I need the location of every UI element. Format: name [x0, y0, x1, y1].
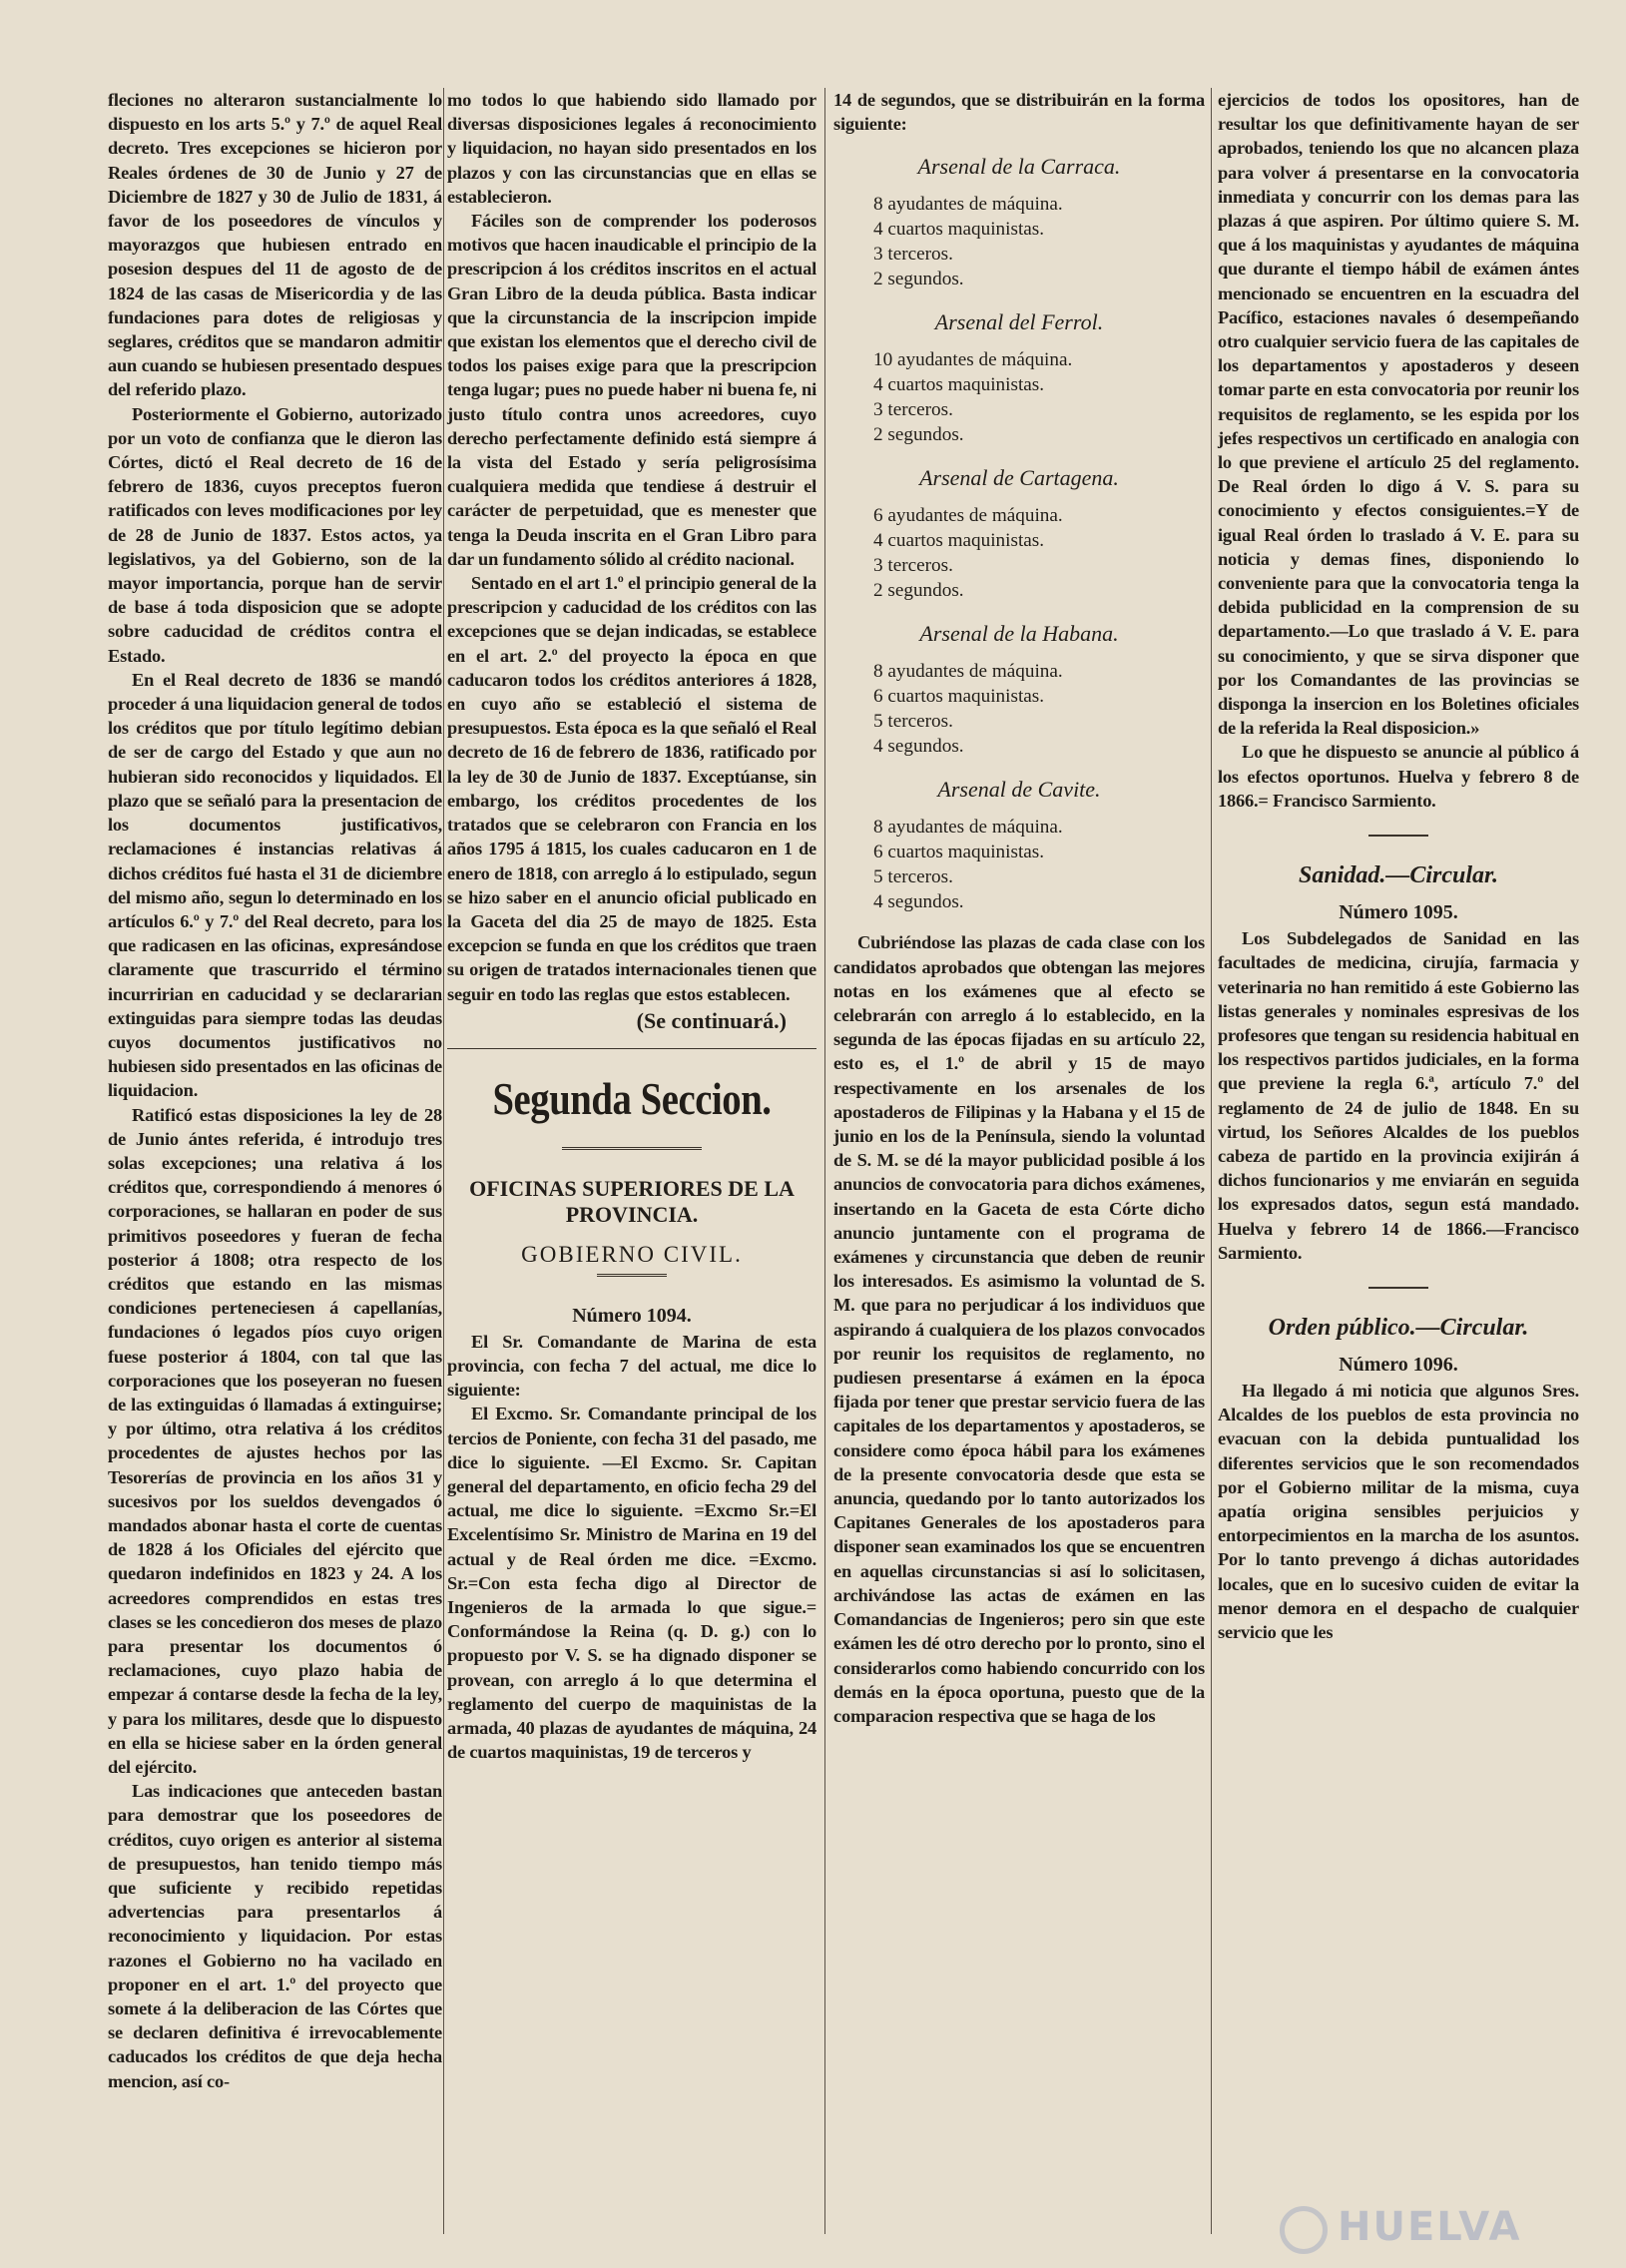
list-item: 3 terceros.: [873, 244, 953, 266]
gov-heading: GOBIERNO CIVIL.: [521, 1241, 743, 1267]
arsenal-list: [873, 815, 1205, 914]
list-item: 4 cuartos maquinistas.: [873, 374, 1045, 396]
paragraph: Lo que he dispuesto se anuncie al público á los efectos oportunos. Huelva y febrero 8 de 1866.= Francisco Sarmiento.: [1218, 742, 1579, 811]
arsenal-list: [873, 347, 1205, 447]
list-item: 4 cuartos maquinistas.: [873, 530, 1045, 552]
list-item: 6 cuartos maquinistas.: [873, 686, 1045, 708]
ornament-rule: [562, 1147, 702, 1150]
column-2: [447, 88, 816, 1764]
paragraph: Fáciles son de comprender los poderosos motivos que hacen inaudicable el principio de la prescripcion á los créditos inscritos en el actual Gran Libro de la deuda pública. Basta indicar que la circunstancia de la inscripcion impide que existan los elementos que el derecho civil de todos los paises exige para que la prescripcion tenga lugar; pues no puede haber ni buena fe, ni justo título contra unos acreedores, cuyo derecho perfectamente definido está siempre á la vista del Estado y sería peligrosísima cualquiera medida que tendiese á destruir el carácter de perpetuidad, que es menester que tenga la Deuda inscrita en el Gran Libro para dar un fundamento sólido al crédito nacional.: [447, 211, 816, 569]
section-rule: [447, 1048, 816, 1049]
paragraph: El Excmo. Sr. Comandante principal de los tercios de Poniente, con fecha 31 del pasado, me dice lo siguiente. —El Excmo. Sr. Capitan general del departamento, en oficio fecha 29 del actual, me dice lo siguiente. =Excmo Sr.=El Excelentísimo Sr. Ministro de Marina en 19 del actual y de Real órden me dice. =Excmo. Sr.=Con esta fecha digo al Director de Ingenieros de la armada lo que sigue.= Conformándose la Reina (q. D. g.) con lo propuesto por V. S. se ha dignado disponer se provean, con arreglo á lo que determina el reglamento del cuerpo de maquinistas de la armada, 40 plazas de ayudantes de máquina, 24 de cuartos maquinistas, 19 de terceros y: [447, 1404, 816, 1763]
paragraph: mo todos lo que habiendo sido llamado por diversas disposiciones legales á reconocimiento y liquidacion, no hayan sido presentados en los plazos y con las circunstancias que en ellas se establecieron.: [447, 90, 816, 207]
ornament-rule: [597, 1274, 667, 1277]
list-item: 6 cuartos maquinistas.: [873, 842, 1045, 863]
list-item: 2 segundos.: [873, 424, 964, 446]
list-item: 2 segundos.: [873, 269, 964, 290]
paragraph: Las indicaciones que anteceden bastan para demostrar que los poseedores de créditos, cuyo origen es anterior al sistema de presupuestos, han tenido tiempo más que suficiente y recibido repetidas advertencias para presentarlos á reconocimiento y liquidacion. Por estas razones el Gobierno no ha vacilado en proponer en el art. 1.º del proyecto que somete á la deliberacion de las Córtes que se declaren definitiva é irrevocablemente caducados los créditos de que deja hecha mencion, así co-: [108, 1781, 442, 2091]
paragraph: El Sr. Comandante de Marina de esta provincia, con fecha 7 del actual, me dice lo siguiente:: [447, 1331, 816, 1401]
column-divider: [443, 88, 444, 2234]
arsenal-list: [873, 192, 1205, 291]
list-item: 8 ayudantes de máquina.: [873, 194, 1063, 216]
column-divider: [1211, 88, 1212, 2234]
list-item: 8 ayudantes de máquina.: [873, 817, 1063, 839]
list-item: 10 ayudantes de máquina.: [873, 349, 1073, 371]
column-3: [833, 88, 1205, 1728]
paragraph: En el Real decreto de 1836 se mandó proceder á una liquidacion general de todos los créditos que por título legítimo debian de ser de cargo del Estado y que aun no hubieran sido reconocidos y liquidados. El plazo que se señaló para la presentacion de los documentos justificativos, reclamaciones é instancias relativas á dichos créditos fué hasta el 31 de diciembre del mismo año, segun lo determinado en los artículos 6.º y 7.º del Real decreto, para los que radicasen en las oficinas, expresándose claramente que trascurrido el término incurririan en caducidad y se declararian extinguidas para siempre todas las deudas cuyos documentos justificativos no hubiesen sido presentados en las oficinas de liquidacion.: [108, 669, 442, 1101]
column-4: [1218, 88, 1579, 1644]
list-item: 4 cuartos maquinistas.: [873, 219, 1045, 241]
arsenal-heading: Arsenal de la Carraca.: [917, 154, 1121, 180]
arsenal-list: [873, 503, 1205, 603]
list-item: 5 terceros.: [873, 711, 953, 733]
paragraph: Posteriormente el Gobierno, autorizado por un voto de confianza que le dieron las Córtes, dictó el Real decreto de 16 de febrero de 1836, cuyos preceptos fueron ratificados con leves modificaciones por ley de 28 de Junio de 1837. Estos actos, ya legislativos, ya del Gobierno, son de la mayor importancia, porque han de servir de base á toda disposicion que se adopte sobre caducidad de créditos contra el Estado.: [108, 403, 442, 666]
item-number: Número 1094.: [572, 1304, 692, 1327]
arsenal-heading: Arsenal de Cavite.: [937, 777, 1101, 803]
list-item: 3 terceros.: [873, 399, 953, 421]
separator: [1368, 1287, 1428, 1289]
section-title: Segunda Seccion.: [492, 1073, 772, 1124]
list-item: 4 segundos.: [873, 891, 964, 913]
arsenal-heading: Arsenal de la Habana.: [919, 621, 1119, 647]
column-divider: [824, 88, 825, 2234]
arsenal-heading: Arsenal del Ferrol.: [934, 309, 1104, 335]
offices-heading: OFICINAS SUPERIORES DE LA PROVINCIA.: [469, 1175, 795, 1227]
archive-logo-icon: [1280, 2206, 1328, 2254]
arsenal-list: [873, 659, 1205, 759]
sanidad-heading: Sanidad.—Circular.: [1298, 862, 1499, 889]
list-item: 8 ayudantes de máquina.: [873, 661, 1063, 683]
archive-watermark: HUELVA: [1338, 2204, 1522, 2250]
paragraph: Ratificó estas disposiciones la ley de 28 de Junio ántes referida, é introdujo tres solas excepciones; una relativa á los créditos que, correspondiendo á menores ó corporaciones, se hallaran en poder de sus primitivos poseedores y fueran de fecha posterior á 1808; otra respecto de los créditos que estando en las mismas condiciones perteneciesen á capellanías, fundaciones ó legados píos cuyo origen fuese posterior á 1804, con tal que las corporaciones que los poseyeran no fuesen de las extinguidas ó llamadas á extinguirse; y por último, otra relativa á los créditos procedentes de ajustes hechos por las Tesorerías de provincia en los años 31 y sucesivos por los sueldos devengados ó mandados abonar hasta el corte de cuentas de 1828 á los Oficiales del ejército que quedaron indefinidos en 1823 y 24. A los acreedores comprendidos en estas tres clases se les concedieron dos meses de plazo para presentar los documentos ó reclamaciones, cuyo plazo habia de empezar á contarse desde la fecha de la ley, y para los militares, desde que lo dispuesto en ella se hiciese saber en la órden general del ejército.: [108, 1104, 442, 1778]
paragraph: fleciones no alteraron sustancialmente lo dispuesto en los arts 5.º y 7.º de aquel Real decreto. Tres excepciones se hicieron por Reales órdenes de 30 de Junio y 27 de Diciembre de 1827 y 30 de Julio de 1831, á favor de los poseedores de vínculos y mayorazgos que hubiesen entrado en posesion despues del 11 de agosto de de 1824 de las casas de Misericordia y de las fundaciones para dotes de religiosas y seglares, créditos que se mandaron admitir aun cuando se hubiesen presentado despues del referido plazo.: [108, 90, 442, 400]
list-item: 3 terceros.: [873, 555, 953, 577]
list-item: 5 terceros.: [873, 866, 953, 888]
continued-note: (Se continuará.): [636, 1007, 787, 1033]
column-1: [108, 88, 442, 2093]
list-item: 6 ayudantes de máquina.: [873, 505, 1063, 527]
paragraph: Cubriéndose las plazas de cada clase con los candidatos aprobados que obtengan las mejores notas en los exámenes que al efecto se celebrarán con arreglo á lo establecido, en la segunda de las épocas fijadas en su artículo 22, esto es, el 1.º de abril y 15 de mayo respectivamente en los arsenales de los apostaderos de Filipinas y la Habana y el 15 de junio en los de la Península, siendo la voluntad de S. M. se dé la mayor publicidad posible á los anuncios de convocatoria para dichos exámenes, insertando en la Gaceta de esta Córte dicho anuncio juntamente con el programa de exámenes y circunstancia que deben de reunir los interesados. Es asimismo la voluntad de S. M. que para no perjudicar á los individuos que aspirando á cualquiera de los plazos convocados por reunir los requisitos de reglamento, no pudiesen presentarse á exámen en la época fijada por tener que prestar servicio fuera de las capitales de los departamentos y apostaderos, se considere como época hábil para los exámenes de la presente convocatoria desde que esta se anuncia, quedando por lo tanto autorizados los Capitanes Generales de los apostaderos para disponer sean examinados los que se encuentren en aquellas circunstancias si así lo solicitasen, archivándose las actas de exámen en las Comandancias de Ingenieros; pero sin que este exámen les dé otro derecho por lo pronto, sino el considerarlos como habiendo concurrido con los demás en la época oportuna, puesto que de la comparacion respectiva que se haga de los: [833, 932, 1205, 1726]
orden-heading: Orden público.—Circular.: [1268, 1314, 1529, 1341]
list-item: 2 segundos.: [873, 580, 964, 602]
item-number: Número 1095.: [1339, 901, 1458, 924]
paragraph: 14 de segundos, que se distribuirán en la forma siguiente:: [833, 90, 1205, 135]
paragraph: Los Subdelegados de Sanidad en las facultades de medicina, cirujía, farmacia y veterinaria no han remitido á este Gobierno las listas generales y nominales espresivas de los profesores que tengan su residencia habitual en los respectivos partidos judiciales, en la forma que previene la regla 6.ª, artículo 7.º del reglamento de 24 de julio de 1848. En su virtud, los Señores Alcaldes de los pueblos cabeza de partido en la provincia exijirán á dichos funcionarios y me enviarán en seguida los expresados datos, segun está mandado. Huelva y febrero 14 de 1866.—Francisco Sarmiento.: [1218, 928, 1579, 1263]
list-item: 4 segundos.: [873, 736, 964, 758]
item-number: Número 1096.: [1339, 1353, 1458, 1376]
paragraph: Sentado en el art 1.º el principio general de la prescripcion y caducidad de los créditos con las excepciones que se dejan indicadas, se establece en el art. 2.º del proyecto la época en que caducaron todos los créditos anteriores á 1828, en cuyo año se estableció el sistema de presupuestos. Esta época es la que señaló el Real decreto de 16 de febrero de 1836, ratificado por la ley de 30 de Junio de 1837. Exceptúanse, sin embargo, los créditos procedentes de los tratados que se celebraron con Francia en los años 1795 á 1815, los cuales caducaron en 1 de enero de 1818, con arreglo á lo estipulado, segun se hizo saber en el anuncio oficial publicado en la Gaceta del dia 25 de mayo de 1825. Esta excepcion se funda en que los créditos que traen su origen de tratados internacionales tienen que seguir en todo las reglas que estos establecen.: [447, 573, 816, 1004]
paragraph: Ha llegado á mi noticia que algunos Sres. Alcaldes de los pueblos de esta provincia no evacuan con la debida puntualidad los diferentes servicios que le son recomendados por el Gobierno militar de la misma, cuya apatía origina sensibles perjuicios y entorpecimientos en la marcha de los asuntos. Por lo tanto prevengo á dichas autoridades locales, que en lo sucesivo cuiden de evitar la menor demora en el despacho de cualquier servicio que les: [1218, 1380, 1579, 1642]
arsenal-heading: Arsenal de Cartagena.: [919, 465, 1119, 491]
separator: [1368, 835, 1428, 837]
paragraph: ejercicios de todos los opositores, han de resultar los que definitivamente hayan de ser aprobados, teniendo los que no alcancen plaza para volver á presentarse en la convocatoria inmediata y concurrir con los demas para las plazas á que aspiren. Por último quiere S. M. que á los maquinistas y ayudantes de máquina que durante el tiempo hábil de exámen ántes mencionado se encuentren en la escuadra del Pacífico, estaciones navales ó desempeñando otro cualquier servicio fuera de las capitales de los departamentos y apostaderos y deseen tomar parte en esta convocatoria por reunir los requisitos de reglamento, se les espida por los jefes respectivos un certificado en analogia con lo que previene el artículo 25 del reglamento. De Real órden lo digo á V. S. para su conocimiento y efectos consiguientes.=Y de igual Real órden lo traslado á V. E. para su noticia y demas fines, disponiendo lo conveniente para que la convocatoria tenga la debida publicidad en la comprension de su departamento.—Lo que traslado á V. E. para su conocimiento, y que se sirva disponer que por los Comandantes de las provincias se disponga la insercion en los Boletines oficiales de la referida la Real disposicion.»: [1218, 90, 1579, 739]
